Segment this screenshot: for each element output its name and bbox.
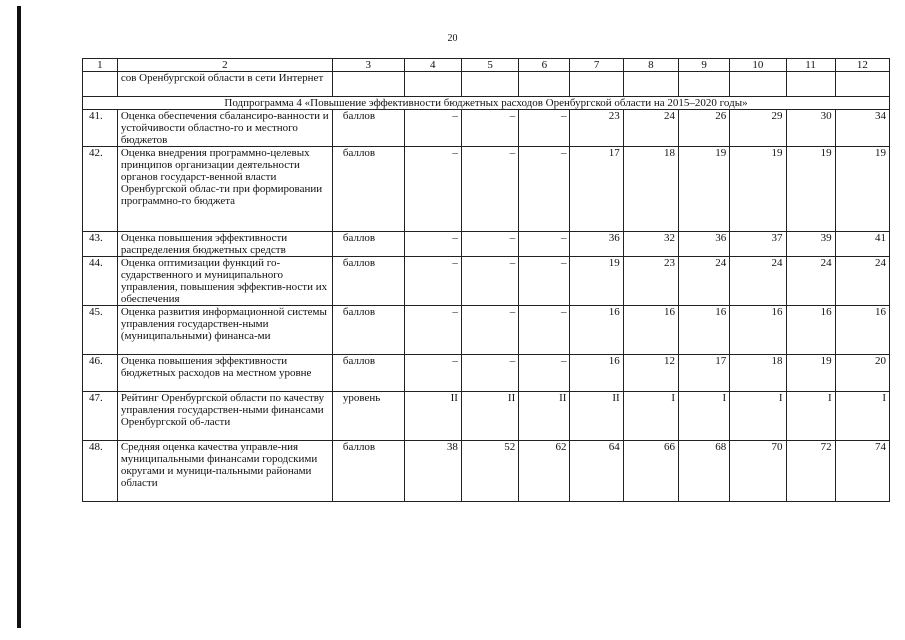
column-header-9: 9 (679, 59, 730, 72)
indicator-name: Оценка обеспечения сбалансиро-ванности и устойчивости областно-го и местного бюджетов (117, 110, 332, 147)
indicator-name: Оценка повышения эффективности распределения бюджетных средств (117, 232, 332, 257)
value-cell: 17 (570, 147, 623, 232)
row-number: 42. (83, 147, 118, 232)
column-header-11: 11 (786, 59, 835, 72)
column-header-1: 1 (83, 59, 118, 72)
value-cell: – (519, 355, 570, 392)
scan-edge-bar (17, 6, 21, 628)
value-cell: 36 (679, 232, 730, 257)
value-cell: 19 (786, 355, 835, 392)
value-cell: 37 (730, 232, 786, 257)
value-cell: 29 (730, 110, 786, 147)
table-row (83, 257, 890, 306)
value-cell: 39 (786, 232, 835, 257)
table-cell (83, 72, 118, 97)
value-cell: – (461, 110, 518, 147)
indicator-name: Оценка оптимизации функций го-сударственного и муниципального управления, повышения эффектив-ности их обеспечения (117, 257, 332, 306)
value-cell: 24 (786, 257, 835, 306)
value-cell: 34 (835, 110, 889, 147)
table-cell (332, 72, 404, 97)
value-cell: 19 (679, 147, 730, 232)
indicators-table (82, 58, 890, 502)
value-cell: 18 (623, 147, 678, 232)
value-cell: 52 (461, 441, 518, 502)
value-cell: – (519, 147, 570, 232)
value-cell: 16 (835, 306, 889, 355)
value-cell: – (519, 306, 570, 355)
table-cell (404, 72, 461, 97)
table-cell (835, 72, 889, 97)
value-cell: 74 (835, 441, 889, 502)
table-row (83, 441, 890, 502)
value-cell: 64 (570, 441, 623, 502)
value-cell: 24 (679, 257, 730, 306)
value-cell: – (404, 110, 461, 147)
value-cell: 16 (623, 306, 678, 355)
value-cell: 20 (835, 355, 889, 392)
value-cell: – (519, 110, 570, 147)
value-cell: 68 (679, 441, 730, 502)
value-cell: I (679, 392, 730, 441)
row-number: 48. (83, 441, 118, 502)
value-cell: 16 (730, 306, 786, 355)
value-cell: I (623, 392, 678, 441)
column-header-6: 6 (519, 59, 570, 72)
table-cell (730, 72, 786, 97)
row-number: 47. (83, 392, 118, 441)
column-header-8: 8 (623, 59, 678, 72)
table-cell (519, 72, 570, 97)
value-cell: – (461, 257, 518, 306)
unit-cell: баллов (332, 355, 404, 392)
value-cell: 19 (835, 147, 889, 232)
row-number: 41. (83, 110, 118, 147)
value-cell: 36 (570, 232, 623, 257)
column-header-7: 7 (570, 59, 623, 72)
value-cell: 38 (404, 441, 461, 502)
row-number: 44. (83, 257, 118, 306)
value-cell: – (519, 232, 570, 257)
value-cell: – (404, 355, 461, 392)
value-cell: 19 (570, 257, 623, 306)
indicator-name: Рейтинг Оренбургской области по качеству управления государствен-ными финансами Оренбургской об-ласти (117, 392, 332, 441)
unit-cell: баллов (332, 110, 404, 147)
unit-cell: баллов (332, 441, 404, 502)
value-cell: 12 (623, 355, 678, 392)
unit-cell: баллов (332, 306, 404, 355)
value-cell: – (404, 306, 461, 355)
value-cell: I (786, 392, 835, 441)
row-number: 45. (83, 306, 118, 355)
unit-cell: уровень (332, 392, 404, 441)
table-cell (570, 72, 623, 97)
value-cell: 32 (623, 232, 678, 257)
value-cell: 24 (835, 257, 889, 306)
table-row (83, 392, 890, 441)
value-cell: 66 (623, 441, 678, 502)
row-number: 46. (83, 355, 118, 392)
value-cell: 16 (570, 355, 623, 392)
indicator-name: Оценка внедрения программно-целевых принципов организации деятельности органов государст-венной власти Оренбургской облас-ти при формировании программно-го бюджета (117, 147, 332, 232)
row-number: 43. (83, 232, 118, 257)
unit-cell: баллов (332, 147, 404, 232)
table-cell (623, 72, 678, 97)
value-cell: 16 (679, 306, 730, 355)
unit-cell: баллов (332, 232, 404, 257)
indicator-name: Оценка развития информационной системы управления государствен-ными (муниципальными) финанса-ми (117, 306, 332, 355)
value-cell: 17 (679, 355, 730, 392)
value-cell: – (461, 355, 518, 392)
value-cell: 70 (730, 441, 786, 502)
value-cell: I (835, 392, 889, 441)
value-cell: 19 (730, 147, 786, 232)
value-cell: 24 (730, 257, 786, 306)
value-cell: II (461, 392, 518, 441)
unit-cell: баллов (332, 257, 404, 306)
table-row (83, 147, 890, 232)
indicator-name: Средняя оценка качества управле-ния муниципальными финансами городскими округами и муници-пальными районами области (117, 441, 332, 502)
value-cell: 30 (786, 110, 835, 147)
continuation-row (83, 72, 890, 97)
table-body (83, 59, 890, 502)
value-cell: 19 (786, 147, 835, 232)
page-number: 20 (447, 33, 458, 44)
column-header-12: 12 (835, 59, 889, 72)
table-row (83, 355, 890, 392)
subprogram-title: Подпрограмма 4 «Повышение эффективности бюджетных расходов Оренбургской области на 2015–2020 годы» (83, 97, 890, 110)
value-cell: 72 (786, 441, 835, 502)
value-cell: II (404, 392, 461, 441)
value-cell: II (519, 392, 570, 441)
table-cell (786, 72, 835, 97)
value-cell: 16 (786, 306, 835, 355)
value-cell: – (404, 257, 461, 306)
value-cell: – (461, 232, 518, 257)
table-cell (461, 72, 518, 97)
column-number-header (83, 59, 890, 72)
column-header-4: 4 (404, 59, 461, 72)
column-header-2: 2 (117, 59, 332, 72)
value-cell: – (519, 257, 570, 306)
value-cell: 16 (570, 306, 623, 355)
value-cell: 26 (679, 110, 730, 147)
column-header-5: 5 (461, 59, 518, 72)
continuation-name: сов Оренбургской области в сети Интернет (117, 72, 332, 97)
table-row (83, 232, 890, 257)
value-cell: 62 (519, 441, 570, 502)
column-header-3: 3 (332, 59, 404, 72)
value-cell: II (570, 392, 623, 441)
indicator-name: Оценка повышения эффективности бюджетных расходов на местном уровне (117, 355, 332, 392)
table-row (83, 110, 890, 147)
table-row (83, 306, 890, 355)
value-cell: – (404, 232, 461, 257)
value-cell: – (404, 147, 461, 232)
value-cell: 23 (570, 110, 623, 147)
table-cell (679, 72, 730, 97)
value-cell: 24 (623, 110, 678, 147)
subprogram-row (83, 97, 890, 110)
value-cell: I (730, 392, 786, 441)
value-cell: 23 (623, 257, 678, 306)
value-cell: – (461, 306, 518, 355)
column-header-10: 10 (730, 59, 786, 72)
value-cell: 41 (835, 232, 889, 257)
value-cell: – (461, 147, 518, 232)
value-cell: 18 (730, 355, 786, 392)
